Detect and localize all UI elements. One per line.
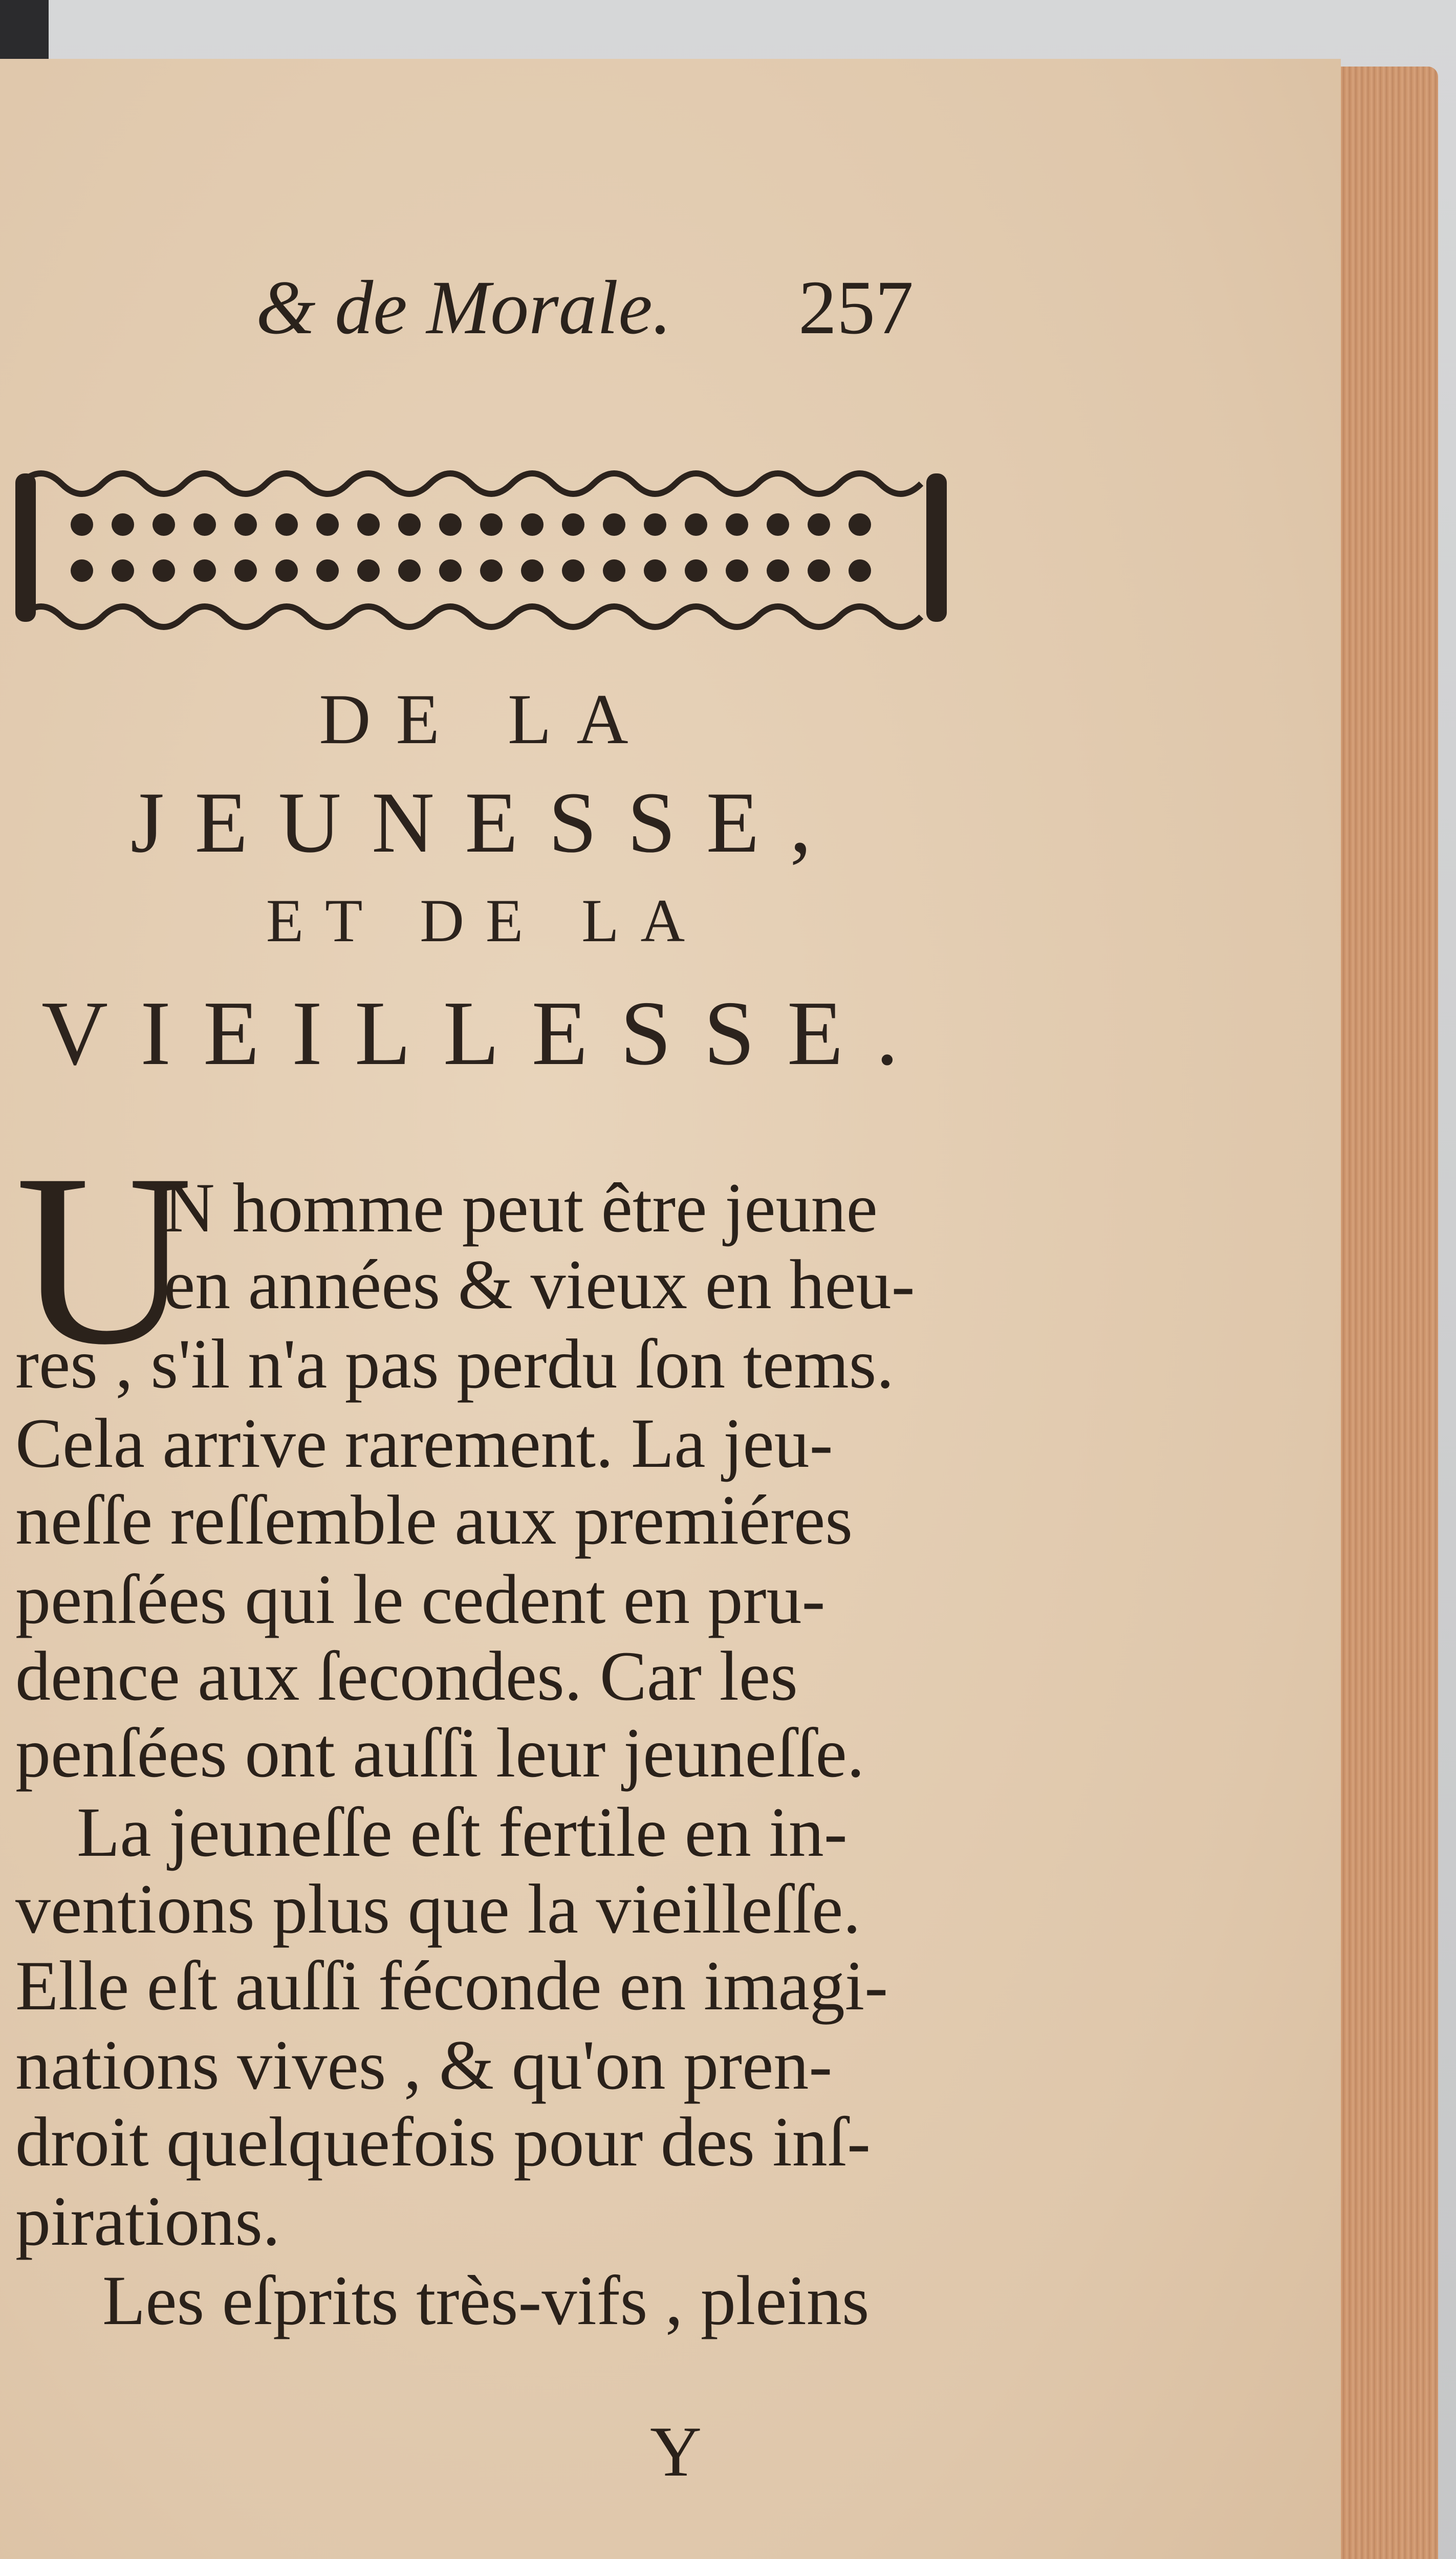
- body-line: ventions plus que la vieilleſſe.: [15, 1870, 861, 1948]
- page-edge: [1325, 67, 1438, 2559]
- body-line: en années & vieux en heu-: [164, 1245, 915, 1324]
- body-line: La jeuneſſe eſt fertile en in-: [77, 1793, 847, 1871]
- signature-mark: Y: [650, 2412, 702, 2491]
- title-line-3: ET DE LA: [266, 886, 707, 955]
- title-line-4: VIEILLESSE.: [41, 982, 931, 1084]
- title-line-1: DE LA: [319, 680, 654, 759]
- body-line: N homme peut être jeune: [164, 1168, 878, 1247]
- running-title: & de Morale.: [256, 265, 672, 350]
- body-line: neſſe reſſemble aux premiéres: [15, 1481, 853, 1559]
- body-line: Les eſprits très-vifs , pleins: [102, 2261, 870, 2339]
- body-line: Elle eſt auſſi féconde en imagi-: [15, 1946, 888, 2025]
- page-number: 257: [798, 265, 914, 350]
- body-line: Cela arrive rarement. La jeu-: [15, 1404, 833, 1482]
- body-line: nations vives , & qu'on pren-: [15, 2026, 833, 2104]
- body-line: penſées ont auſſi leur jeuneſſe.: [15, 1714, 865, 1792]
- body-line: droit quelquefois pour des inſ-: [15, 2102, 871, 2181]
- book-page: [0, 59, 1341, 2559]
- decorative-ornament-band: [10, 453, 957, 642]
- body-line: penſées qui le cedent en pru-: [15, 1560, 825, 1638]
- drop-cap: U: [15, 1123, 193, 1395]
- body-line: pirations.: [15, 2182, 280, 2260]
- title-line-2: JEUNESSE,: [130, 774, 842, 871]
- body-line: dence aux ſecondes. Car les: [15, 1637, 798, 1715]
- body-line: res , s'il n'a pas perdu ſon tems.: [15, 1325, 894, 1403]
